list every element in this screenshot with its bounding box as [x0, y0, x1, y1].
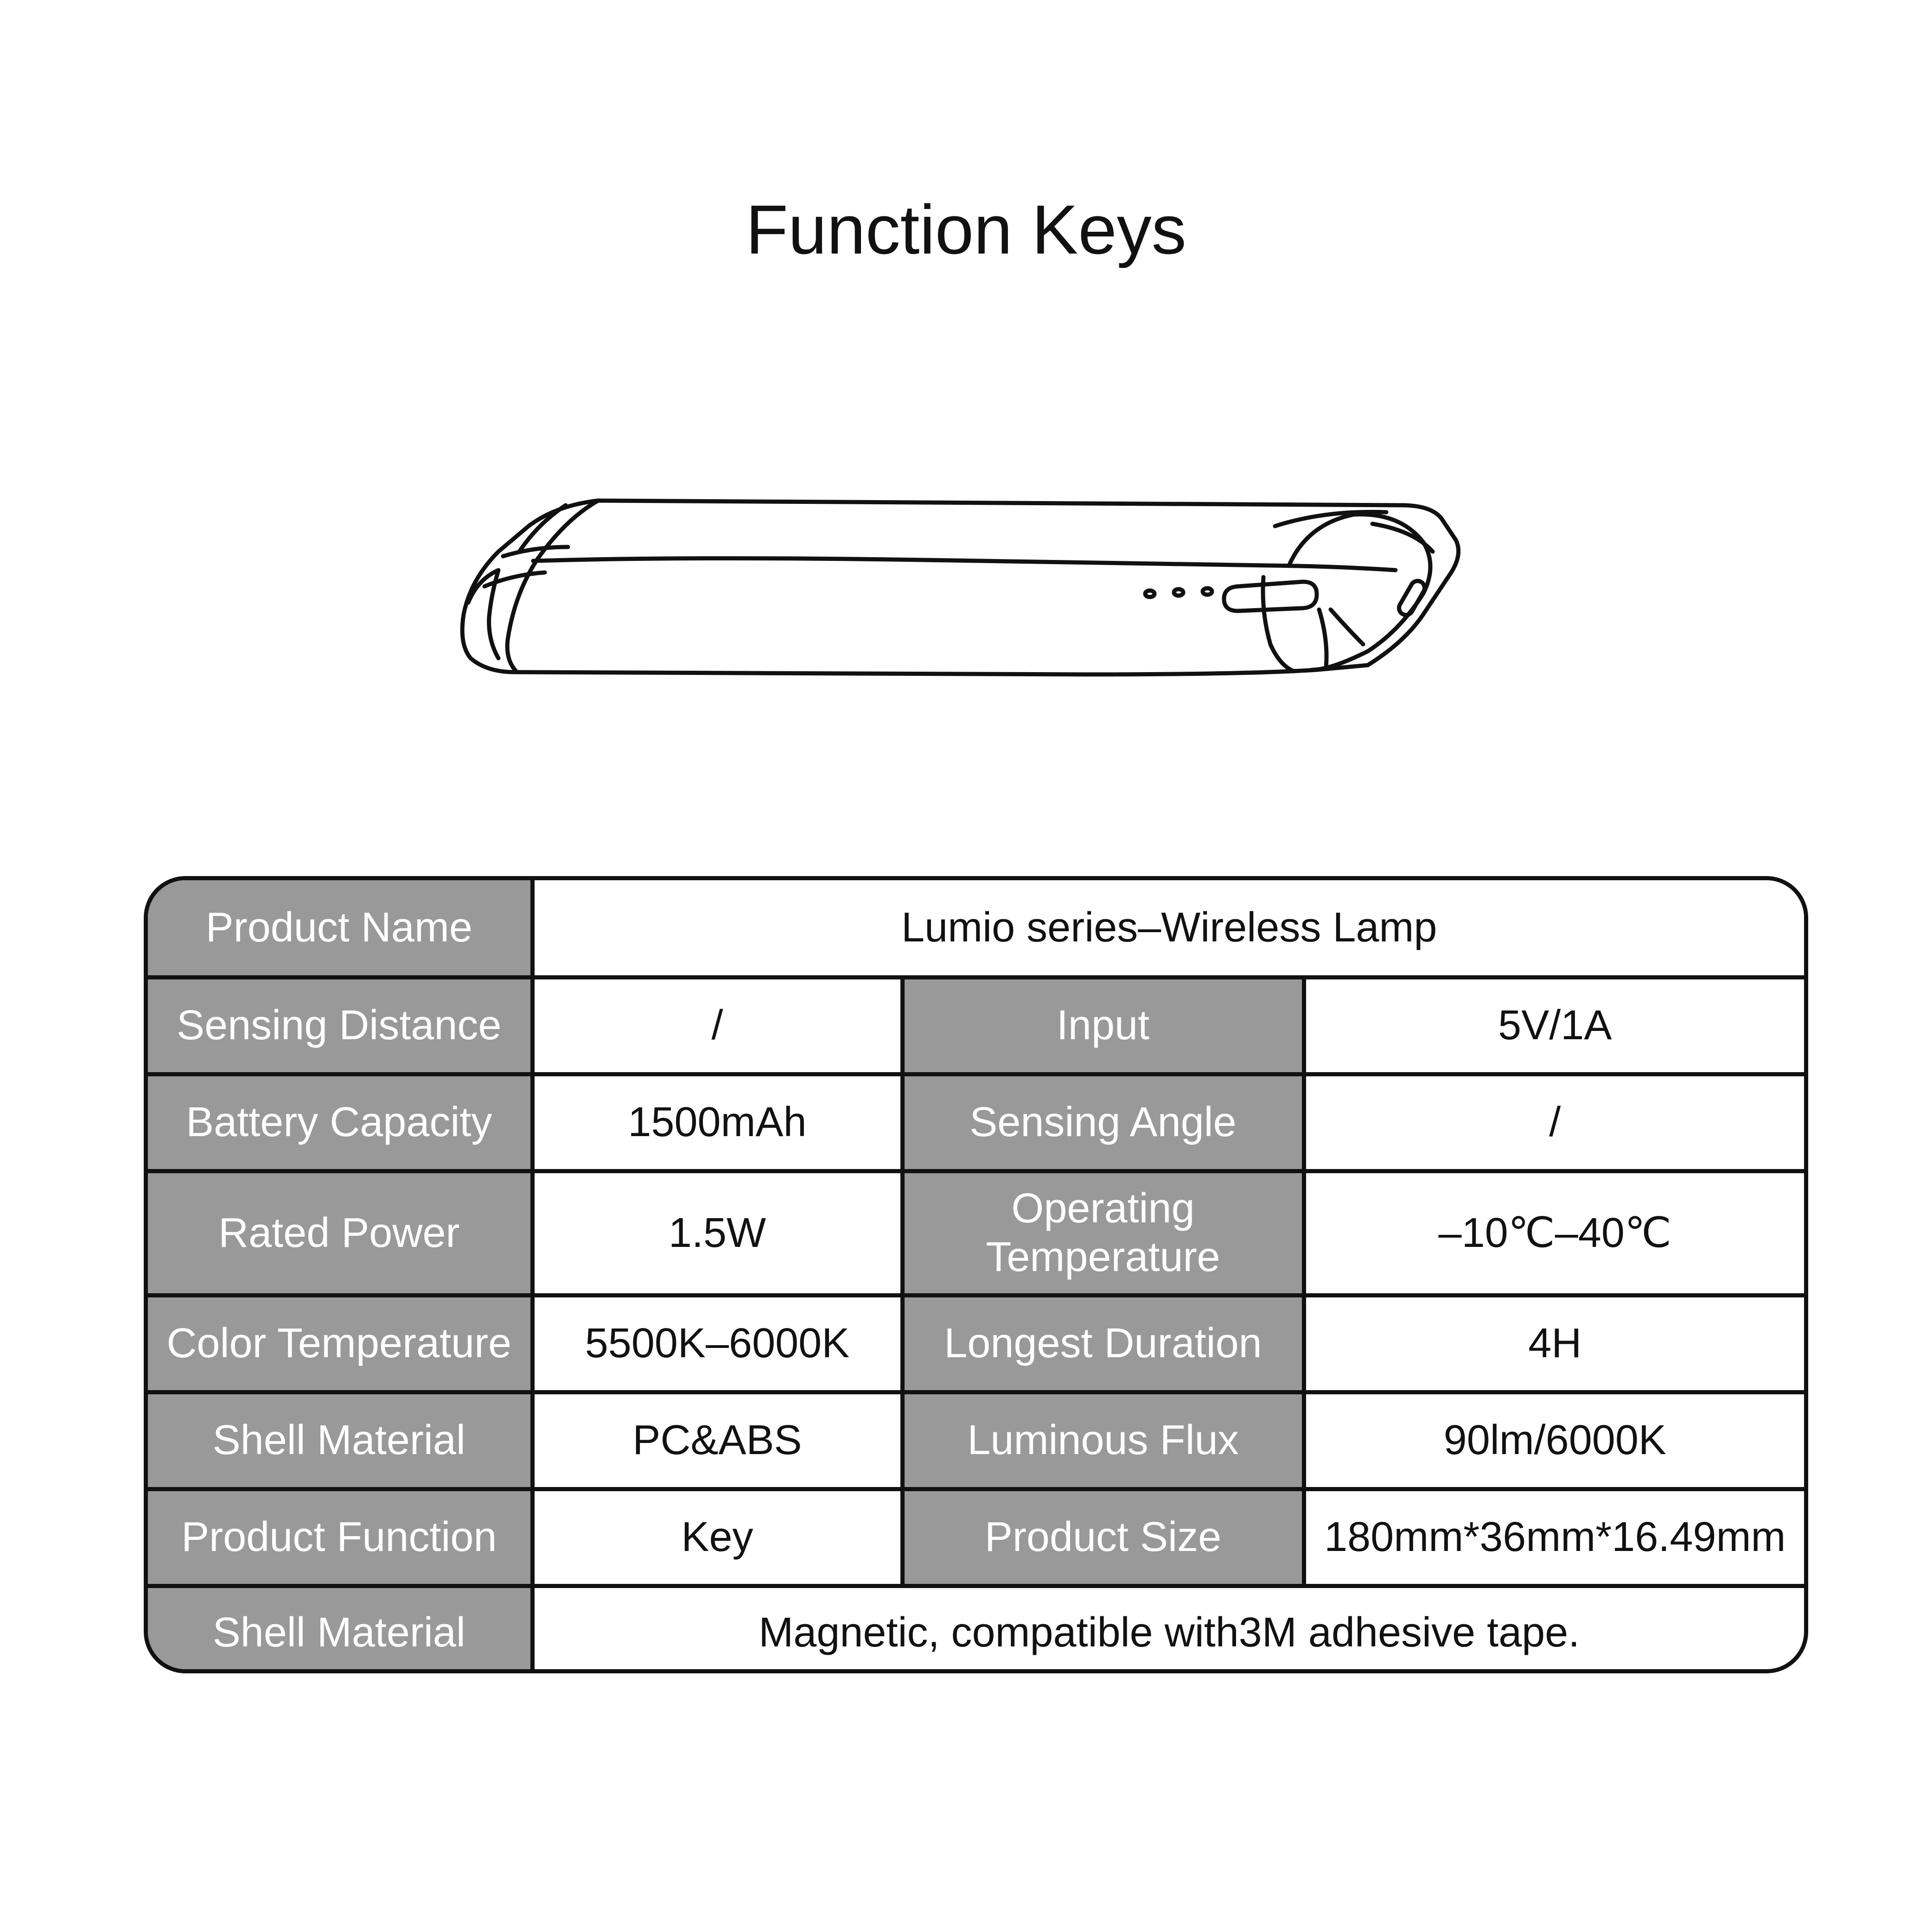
sensing-distance-value: /: [532, 977, 902, 1074]
longest-duration-value: 4H: [1304, 1295, 1804, 1392]
spec-row-color-temperature: [148, 1295, 1804, 1392]
rated-power-value: 1.5W: [532, 1171, 902, 1295]
rated-power-label: Rated Power: [148, 1171, 532, 1295]
sensing-angle-label: Sensing Angle: [902, 1074, 1304, 1171]
operating-temperature-label: Operating Temperature: [902, 1171, 1304, 1295]
shell-material-2-value: Magnetic, compatible with3M adhesive tape.: [532, 1586, 1804, 1673]
product-name-value: Lumio series–Wireless Lamp: [532, 880, 1804, 977]
color-temperature-value: 5500K–6000K: [532, 1295, 902, 1392]
spec-row-battery-capacity: [148, 1074, 1804, 1171]
product-function-label: Product Function: [148, 1489, 532, 1586]
shell-material-label: Shell Material: [148, 1392, 532, 1489]
product-size-value: 180mm*36mm*16.49mm: [1304, 1489, 1804, 1586]
page-title: Function Keys: [746, 191, 1186, 268]
spec-row-rated-power: [148, 1171, 1804, 1295]
longest-duration-label: Longest Duration: [902, 1295, 1304, 1392]
spec-table: [144, 876, 1808, 1673]
battery-capacity-label: Battery Capacity: [148, 1074, 532, 1171]
spec-row-sensing-distance: [148, 977, 1804, 1074]
spec-row-shell-material-2: [148, 1586, 1804, 1673]
product-size-label: Product Size: [902, 1489, 1304, 1586]
shell-material-2-label: Shell Material: [148, 1586, 532, 1673]
luminous-flux-label: Luminous Flux: [902, 1392, 1304, 1489]
spec-row-product-function: [148, 1489, 1804, 1586]
battery-capacity-value: 1500mAh: [532, 1074, 902, 1171]
input-value: 5V/1A: [1304, 977, 1804, 1074]
spec-row-shell-material: [148, 1392, 1804, 1489]
spec-row-product-name: [148, 880, 1804, 977]
color-temperature-label: Color Temperature: [148, 1295, 532, 1392]
luminous-flux-value: 90lm/6000K: [1304, 1392, 1804, 1489]
sensing-angle-value: /: [1304, 1074, 1804, 1171]
product-function-value: Key: [532, 1489, 902, 1586]
product-name-label: Product Name: [148, 880, 532, 977]
sensing-distance-label: Sensing Distance: [148, 977, 532, 1074]
shell-material-value: PC&ABS: [532, 1392, 902, 1489]
input-label: Input: [902, 977, 1304, 1074]
wireless-lamp-illustration: [459, 491, 1460, 695]
operating-temperature-value: –10℃–40℃: [1304, 1171, 1804, 1295]
